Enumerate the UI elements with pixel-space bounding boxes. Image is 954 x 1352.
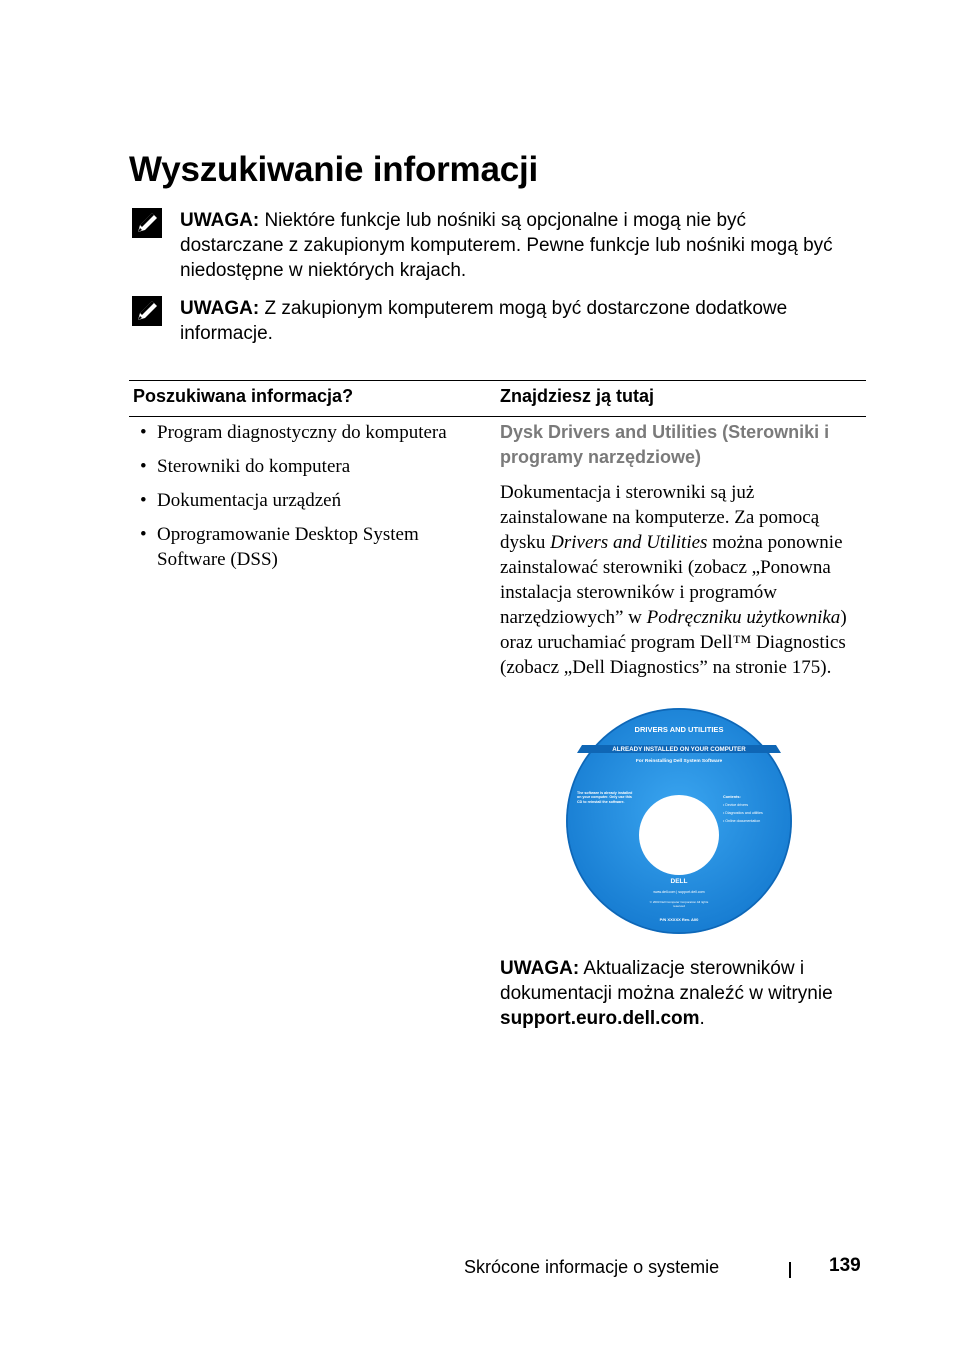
list-item: • Sterowniki do komputera <box>140 454 480 479</box>
note-2 <box>132 296 852 346</box>
table-header-rule <box>129 416 866 417</box>
footer-section-title: Skrócone informacje o systemie <box>464 1257 720 1277</box>
cd-banner: ALREADY INSTALLED ON YOUR COMPUTER <box>612 746 746 753</box>
update-note <box>500 956 866 1031</box>
note-text: Z zakupionym komputerem mogą być dostarczone dodatkowe informacje. <box>180 298 788 344</box>
source-heading: Dysk Drivers and Utilities (Sterowniki i programy narzędziowe) <box>500 422 830 467</box>
dell-logo: DELL <box>670 878 688 885</box>
note-label: UWAGA: <box>180 298 260 319</box>
cd-part-number: P/N XXXXX Rev. A00 <box>659 917 699 922</box>
page-title: Wyszukiwanie informacji <box>129 150 539 189</box>
info-list <box>140 420 480 581</box>
cd-hole <box>639 795 719 875</box>
pencil-note-icon <box>132 208 162 238</box>
note-end: . <box>699 1008 705 1029</box>
list-item: • Dokumentacja urządzeń <box>140 488 480 513</box>
description-text: Dokumentacja i sterowniki są już zainstalowane na komputerze. Za pomocą dysku <box>500 482 820 553</box>
guide-name: Podręczniku użytkownika <box>646 607 841 628</box>
table-header-location: Znajdziesz ją tutaj <box>500 386 655 406</box>
cd-left-text: The software is already installed on your computer. Only use this CD to reinstall the software. <box>577 791 633 804</box>
page-number: 139 <box>829 1255 861 1276</box>
cd-contents-item: • Online documentation <box>723 819 761 823</box>
pencil-note-icon <box>132 296 162 326</box>
note-text: Aktualizacje sterowników i dokumentacji można znaleźć w witrynie <box>500 958 833 1004</box>
disc-name: Drivers and Utilities <box>550 532 708 553</box>
cd-title: DRIVERS AND UTILITIES <box>634 725 724 734</box>
cd-subtitle: For Reinstalling Dell System Software <box>635 759 723 764</box>
cd-url: www.dell.com | support.dell.com <box>653 890 705 894</box>
list-item: • Program diagnostyczny do komputera <box>140 420 480 445</box>
note-text: Niektóre funkcje lub nośniki są opcjonalne i mogą nie być dostarczane z zakupionym komputerem. Pewne funkcje lub nośniki mogą być niedostępne w niektórych krajach. <box>180 210 833 281</box>
list-item: • Oprogramowanie Desktop System Software (DSS) <box>140 522 480 572</box>
cd-contents-item: • Diagnostics and utilities <box>723 811 763 815</box>
table-header-question: Poszukiwana informacja? <box>133 386 354 406</box>
description-text: można ponownie zainstalować sterowniki (zobacz „Ponowna instalacja sterowników i programów narzędziowych” w <box>500 532 843 628</box>
note-label: UWAGA: <box>180 210 260 231</box>
note-1 <box>132 208 852 283</box>
description-text: ) oraz uruchamiać program Dell™ Diagnostics (zobacz „Dell Diagnostics” na stronie 175). <box>500 607 847 678</box>
note-label: UWAGA: <box>500 958 580 979</box>
cd-fine-print: © 2003 Dell Computer Corporation All rights reserved <box>649 901 709 908</box>
cd-contents-heading: Contents: <box>723 795 741 799</box>
drivers-utilities-cd-image <box>565 707 793 935</box>
cd-contents-item: • Device drivers <box>723 803 749 807</box>
source-description <box>500 480 866 680</box>
footer-separator <box>789 1262 791 1278</box>
table-top-rule <box>129 380 866 381</box>
support-link[interactable]: support.euro.dell.com <box>500 1008 700 1029</box>
